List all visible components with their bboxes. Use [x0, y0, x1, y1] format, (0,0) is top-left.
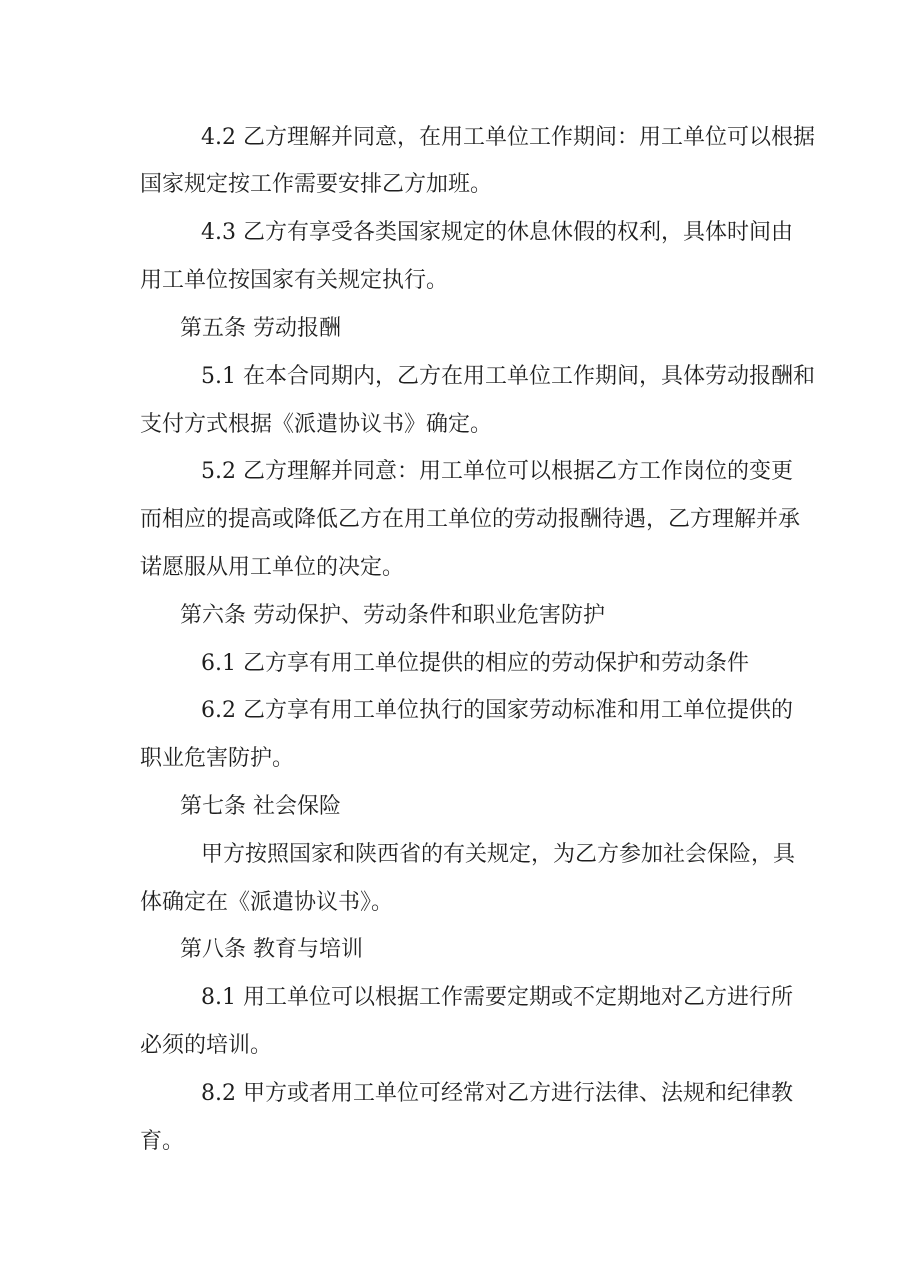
clause-6-1-line-1: 6.1 乙方享有用工单位提供的相应的劳动保护和劳动条件	[201, 651, 749, 676]
clause-6-2-line-1: 6.2 乙方享有用工单位执行的国家劳动标准和用工单位提供的	[201, 698, 793, 723]
clause-4-2-line-2: 国家规定按工作需要安排乙方加班。	[140, 172, 493, 197]
clause-4-2-line-1: 4.2 乙方理解并同意，在用工单位工作期间：用工单位可以根据	[201, 125, 815, 150]
clause-5-2-line-1: 5.2 乙方理解并同意：用工单位可以根据乙方工作岗位的变更	[201, 459, 793, 484]
article-5-heading: 第五条 劳动报酬	[180, 316, 341, 341]
clause-8-1-line-2: 必须的培训。	[140, 1033, 273, 1058]
clause-5-1-line-1: 5.1 在本合同期内，乙方在用工单位工作期间，具体劳动报酬和	[201, 364, 815, 389]
article-7-paragraph-line-1: 甲方按照国家和陕西省的有关规定，为乙方参加社会保险，具	[201, 842, 796, 867]
article-7-heading: 第七条 社会保险	[180, 794, 341, 819]
clause-8-1-line-1: 8.1 用工单位可以根据工作需要定期或不定期地对乙方进行所	[201, 985, 793, 1010]
article-7-paragraph-line-2: 体确定在《派遣协议书》。	[140, 890, 394, 915]
clause-8-2-line-2: 育。	[140, 1129, 185, 1154]
clause-4-3-line-1: 4.3 乙方有享受各类国家规定的休息休假的权利，具体时间由	[201, 220, 793, 245]
clause-5-1-line-2: 支付方式根据《派遣协议书》确定。	[140, 412, 493, 437]
article-8-heading: 第八条 教育与培训	[180, 937, 363, 962]
article-6-heading: 第六条 劳动保护、劳动条件和职业危害防护	[180, 603, 605, 628]
clause-5-2-line-3: 诺愿服从用工单位的决定。	[140, 555, 405, 580]
clause-4-3-line-2: 用工单位按国家有关规定执行。	[140, 268, 449, 293]
clause-6-2-line-2: 职业危害防护。	[140, 746, 295, 771]
clause-8-2-line-1: 8.2 甲方或者用工单位可经常对乙方进行法律、法规和纪律教	[201, 1081, 793, 1106]
clause-5-2-line-2: 而相应的提高或降低乙方在用工单位的劳动报酬待遇，乙方理解并承	[140, 507, 801, 532]
